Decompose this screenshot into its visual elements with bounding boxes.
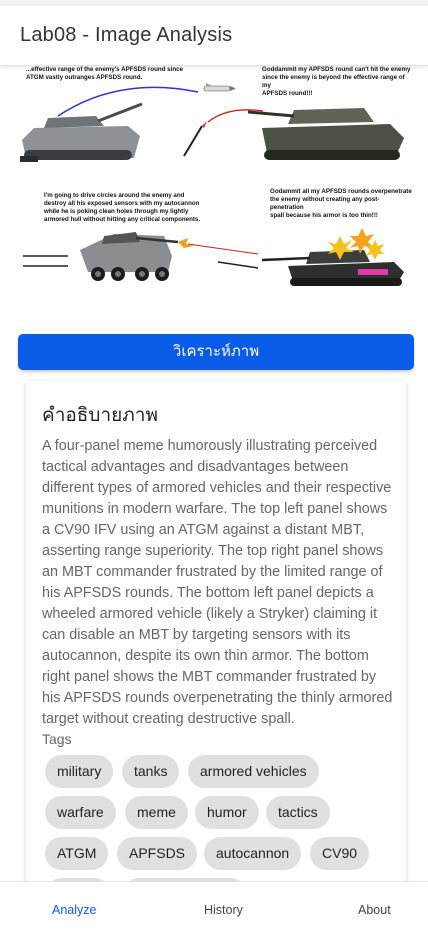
meme-caption-top-left: ...effective range of the enemy's APFSDS round since ATGM vastly outranges APFSDS round. xyxy=(26,66,184,81)
tag-chip[interactable]: tactics xyxy=(266,796,330,829)
tag-chip[interactable]: military xyxy=(45,755,113,788)
apfsds-round-top xyxy=(184,121,207,156)
tag-chip[interactable]: armored vehicles xyxy=(188,755,319,788)
nav-history[interactable]: History xyxy=(204,903,243,917)
mbt-tank-bottom xyxy=(262,250,404,286)
tag-chip[interactable]: autocannon xyxy=(204,837,301,870)
atgm-missile xyxy=(204,83,236,91)
cv90-vehicle xyxy=(20,104,142,162)
analysis-result-card xyxy=(26,380,406,881)
status-strip xyxy=(0,0,428,6)
nav-about[interactable]: About xyxy=(358,903,391,917)
meme-caption-bottom-right: Godammit all my APFSDS rounds overpenetrate the enemy without creating any post-penetration spall because his armor is too thin!!! xyxy=(270,188,412,219)
tag-chip[interactable]: CV90 xyxy=(310,837,369,870)
tag-chip[interactable]: ATGM xyxy=(45,837,108,870)
meme-caption-top-right: Goddammit my APFSDS round can't hit the enemy since the enemy is beyond the effective range of my APFSDS round!!! xyxy=(262,66,411,97)
nav-analyze[interactable]: Analyze xyxy=(52,903,97,917)
description-heading: คำอธิบายภาพ xyxy=(42,405,158,426)
tag-chip[interactable]: meme xyxy=(125,796,188,829)
analyze-image-button[interactable]: วิเคราะห์ภาพ xyxy=(18,334,414,370)
tag-chip[interactable]: warfare xyxy=(45,796,116,829)
image-description: A four-panel meme humorously illustrating perceived tactical advantages and disadvantages between different types of armored vehicles and their respective munitions in modern warfare. The top left panel shows a CV90 IFV using an ATGM against a distant MBT, asserting range superiority. The top right panel shows an MBT commander frustrated by the limited range of his APFSDS rounds. The bottom left panel depicts a wheeled armored vehicle (likely a Stryker) claiming it can disable an MBT by targeting sensors with its autocannon, despite its own thin armor. The bottom right panel shows the MBT commander frustrated by his APFSDS rounds overpenetrating the thinly armored target without creating destructive spall. xyxy=(42,438,393,727)
wheeled-vehicle xyxy=(80,232,178,281)
tags-label: Tags xyxy=(42,731,72,747)
meme-caption-bottom-left: I'm going to drive circles around the enemy and destroy all his exposed sensors with my autocannon while he is poking clean holes through my lightly armored hull without hitting any critical components. xyxy=(44,192,201,223)
main-content[interactable] xyxy=(0,66,428,881)
meme-image xyxy=(18,66,414,326)
mbt-tank-top xyxy=(248,108,404,160)
bottom-navigation xyxy=(0,881,428,932)
tag-chip[interactable]: humor xyxy=(195,796,259,829)
app-title: Lab08 - Image Analysis xyxy=(20,24,233,46)
app-bar xyxy=(0,0,428,66)
tag-chip[interactable]: tanks xyxy=(122,755,179,788)
tag-chip[interactable]: APFSDS xyxy=(117,837,197,870)
